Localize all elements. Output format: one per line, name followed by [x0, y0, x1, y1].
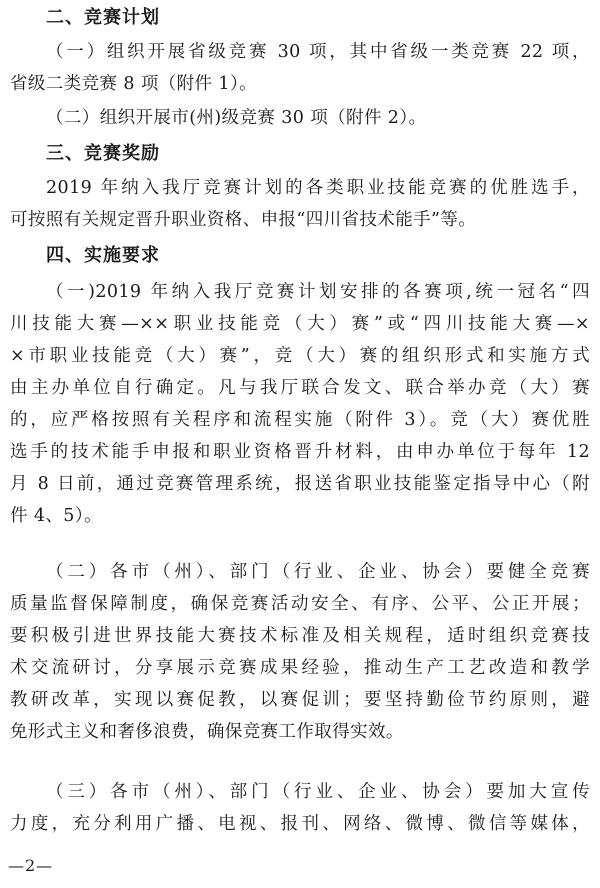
- section-heading-competition-plan: 二、竞赛计划: [46, 7, 160, 28]
- text-line: 免形式主义和奢侈浪费，确保竞赛工作取得实效。: [10, 722, 404, 742]
- text-line: 省级二类竞赛 8 项（附件 1）。: [10, 74, 258, 94]
- text-line: （二）各市（州）、部门（行业、企业、协会）要健全竞赛: [46, 562, 590, 582]
- page-number: —2—: [8, 856, 54, 875]
- text-line: 由主办单位自行确定。凡与我厅联合发文、联合举办竞（大）赛: [10, 378, 590, 398]
- text-line: ×市职业技能竞（大）赛”，竞（大）赛的组织形式和实施方式: [10, 346, 590, 366]
- text-line: （一）组织开展省级竞赛 30 项，其中省级一类竞赛 22 项，: [46, 42, 590, 62]
- paragraph-requirement-3: [10, 776, 590, 840]
- paragraph-awards: [10, 172, 590, 236]
- text-line: 要积极引进世界技能大赛技术标准及相关规程，适时组织竞赛技: [10, 626, 590, 646]
- paragraph-requirement-2: [10, 556, 590, 748]
- section-heading-implementation-requirements: 四、实施要求: [46, 245, 160, 266]
- text-line: 力度，充分利用广播、电视、报刊、网络、微博、微信等媒体，: [10, 814, 590, 834]
- text-line: 件 4、5）。: [10, 506, 102, 526]
- paragraph-city-competitions: [10, 102, 590, 134]
- section-heading-competition-awards: 三、竞赛奖励: [46, 143, 160, 164]
- paragraph-provincial-competitions: [10, 36, 590, 100]
- text-line: 教研改革，实现以赛促教，以赛促训；要坚持勤俭节约原则，避: [10, 690, 590, 710]
- text-line: 术交流研讨，分享展示竞赛成果经验，推动生产工艺改造和教学: [10, 658, 590, 678]
- text-line: 可按照有关规定晋升职业资格、申报“四川省技术能手”等。: [10, 210, 477, 230]
- text-line: 的，应严格按照有关程序和流程实施（附件 3）。竞（大）赛优胜: [10, 410, 590, 430]
- text-line: （一)2019 年纳入我厅竞赛计划安排的各赛项,统一冠名“四: [46, 282, 590, 302]
- paragraph-requirement-1: [10, 276, 590, 532]
- text-line: 月 8 日前，通过竞赛管理系统，报送省职业技能鉴定指导中心（附: [10, 474, 590, 494]
- text-line: 2019 年纳入我厅竞赛计划的各类职业技能竞赛的优胜选手，: [46, 178, 590, 198]
- text-line: 川技能大赛—××职业技能竞（大）赛”或“四川技能大赛—×: [10, 314, 590, 334]
- text-line: 质量监督保障制度，确保竞赛活动安全、有序、公平、公正开展；: [10, 594, 590, 614]
- text-line: （三）各市（州）、部门（行业、企业、协会）要加大宣传: [46, 782, 590, 802]
- text-line: 选手的技术能手申报和职业资格晋升材料，由申办单位于每年 12: [10, 442, 590, 462]
- text-line: （二）组织开展市(州)级竞赛 30 项（附件 2）。: [46, 108, 427, 128]
